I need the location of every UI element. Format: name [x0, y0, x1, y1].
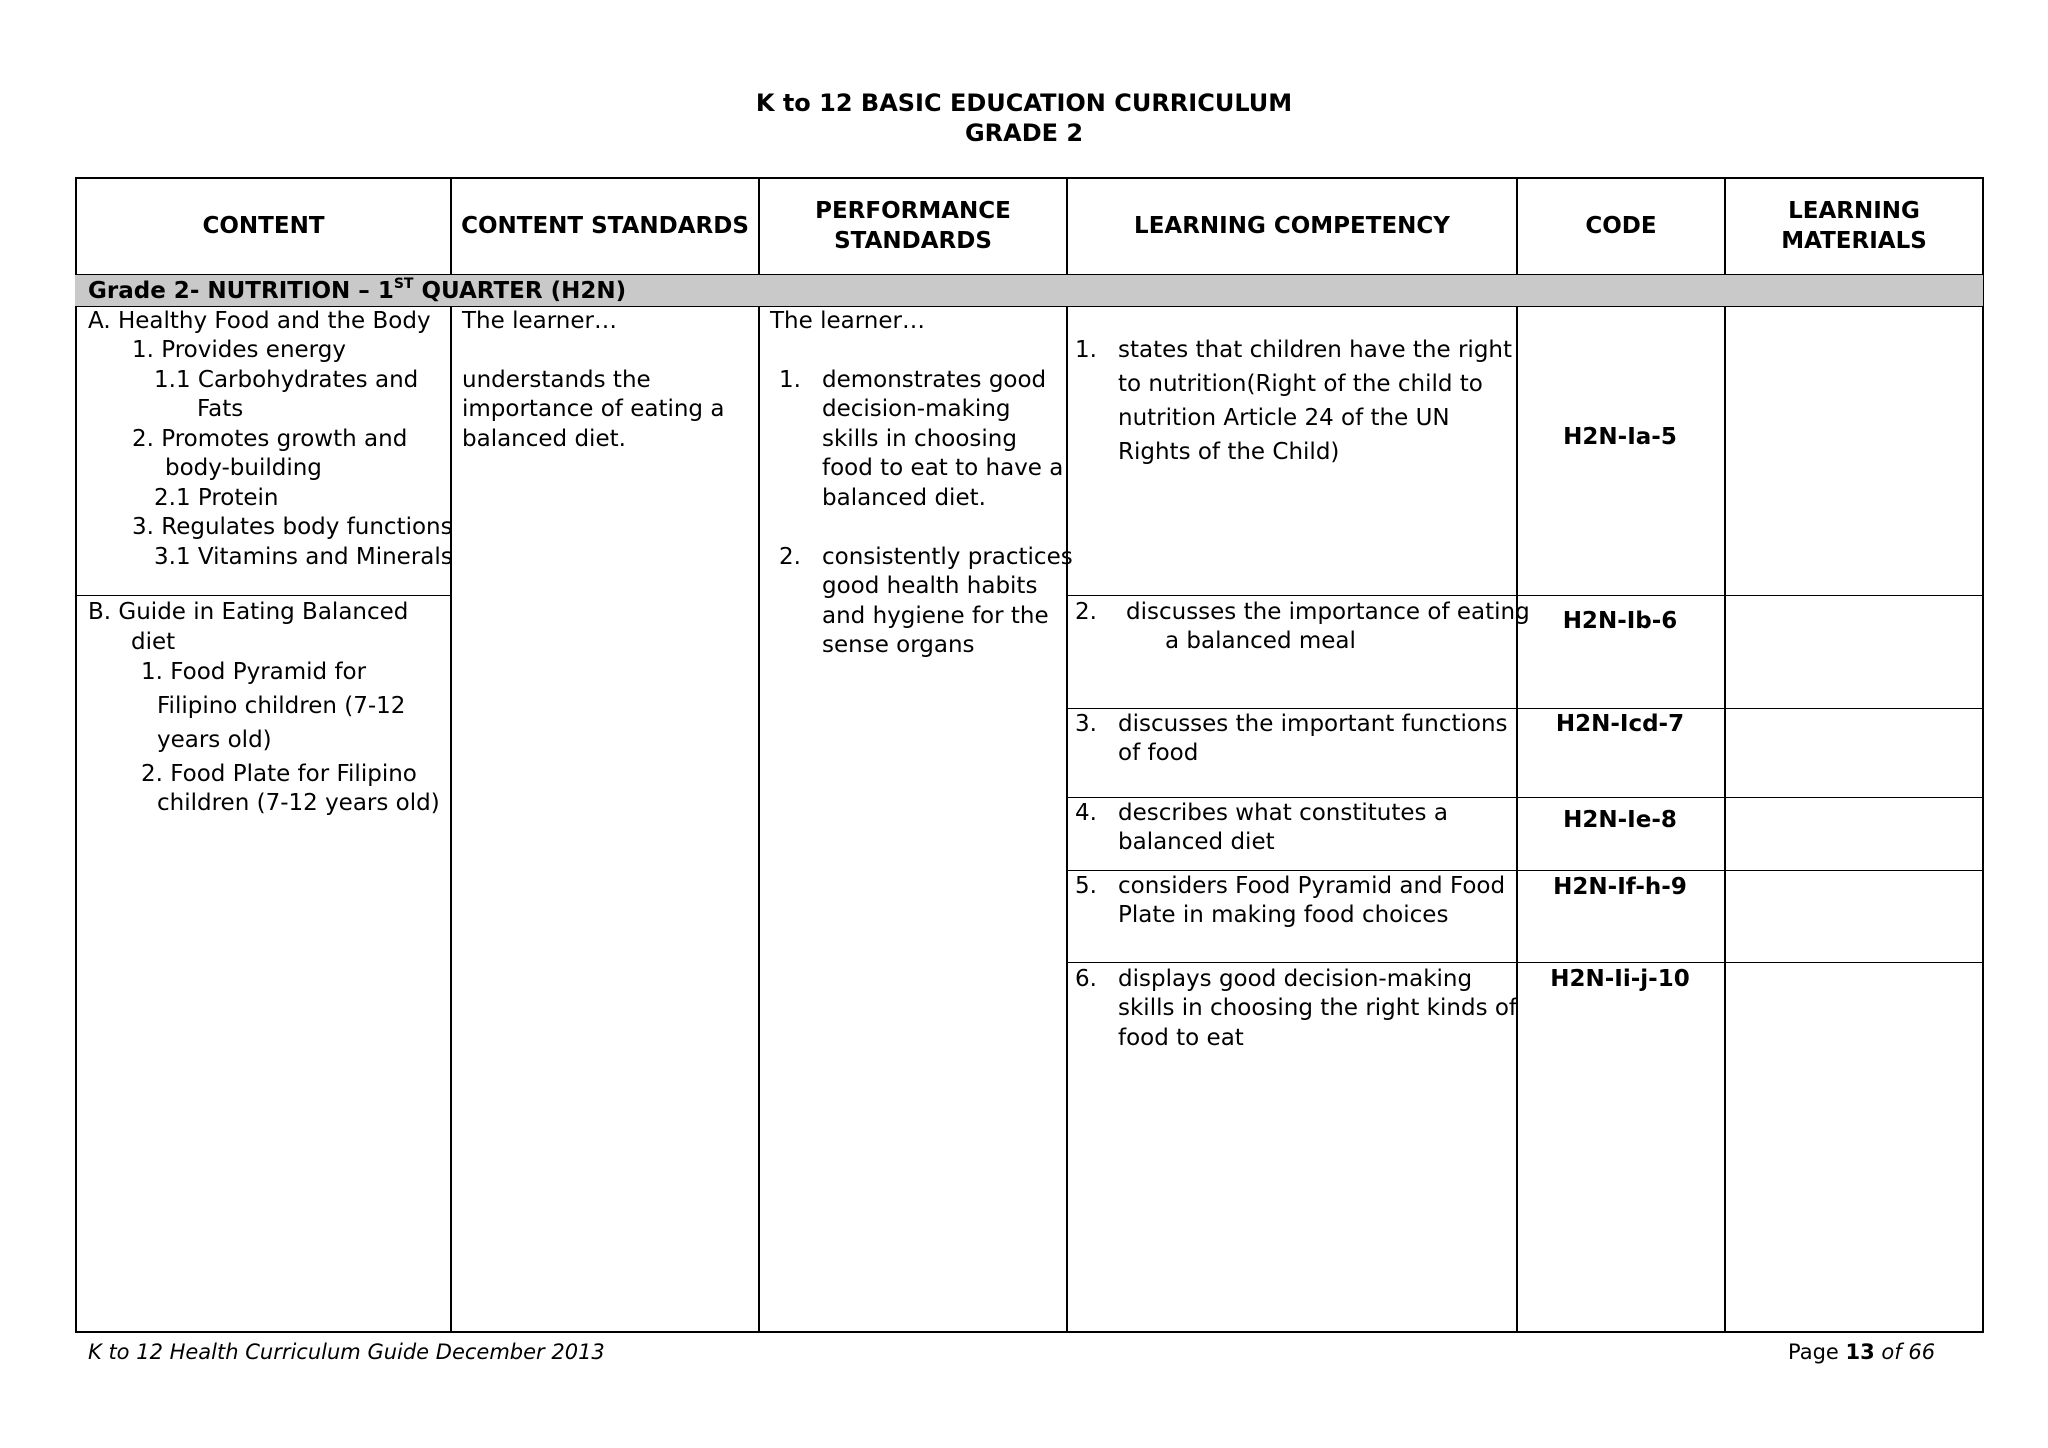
content-b-item: diet: [131, 629, 176, 655]
header-learning-materials: LEARNING MATERIALS: [1781, 198, 1927, 254]
content-a-item: 3.1 Vitamins and Minerals: [154, 544, 453, 570]
quarter-title: Grade 2- NUTRITION – 1ST QUARTER (H2N): [88, 276, 627, 304]
content-a-item: 2.1 Protein: [154, 485, 279, 511]
content-a-item: 3. Regulates body functions: [132, 514, 453, 540]
content-a-item: 1. Provides energy: [132, 337, 346, 363]
content-b-item: 2. Food Plate for Filipino: [141, 761, 417, 787]
content-b-item: years old): [157, 727, 272, 753]
content-a-heading: A. Healthy Food and the Body: [88, 308, 431, 334]
content-a-item: body-building: [165, 455, 322, 481]
header-performance-standards: PERFORMANCE STANDARDS: [815, 198, 1011, 254]
header-code: CODE: [1585, 213, 1657, 239]
header-content: CONTENT: [202, 213, 325, 239]
content-b-heading: B. Guide in Eating Balanced: [88, 599, 409, 625]
competency-code: H2N-Ia-5: [1563, 424, 1677, 450]
content-b-item: 1. Food Pyramid for: [141, 659, 367, 685]
content-b-item: children (7-12 years old): [157, 790, 440, 816]
content-a-item: 2. Promotes growth and: [132, 426, 408, 452]
competency-code: H2N-If-h-9: [1553, 874, 1687, 900]
competency-code: H2N-Ii-j-10: [1550, 966, 1690, 992]
footer-guide-title: K to 12 Health Curriculum Guide December 2013: [88, 1340, 605, 1364]
content-b-item: Filipino children (7-12: [157, 693, 406, 719]
document-title: K to 12 BASIC EDUCATION CURRICULUM: [755, 89, 1293, 117]
header-learning-competency: LEARNING COMPETENCY: [1134, 213, 1450, 239]
competency-code: H2N-Ib-6: [1562, 608, 1678, 634]
content-a-item: 1.1 Carbohydrates and: [154, 367, 419, 393]
document-subtitle: GRADE 2: [964, 119, 1084, 147]
content-a-item: Fats: [197, 396, 244, 422]
competency-code: H2N-Icd-7: [1555, 711, 1685, 737]
competency-code: H2N-Ie-8: [1563, 807, 1677, 833]
footer-page-number: Page 13 of 66: [1788, 1340, 1936, 1364]
header-content-standards: CONTENT STANDARDS: [461, 213, 749, 239]
